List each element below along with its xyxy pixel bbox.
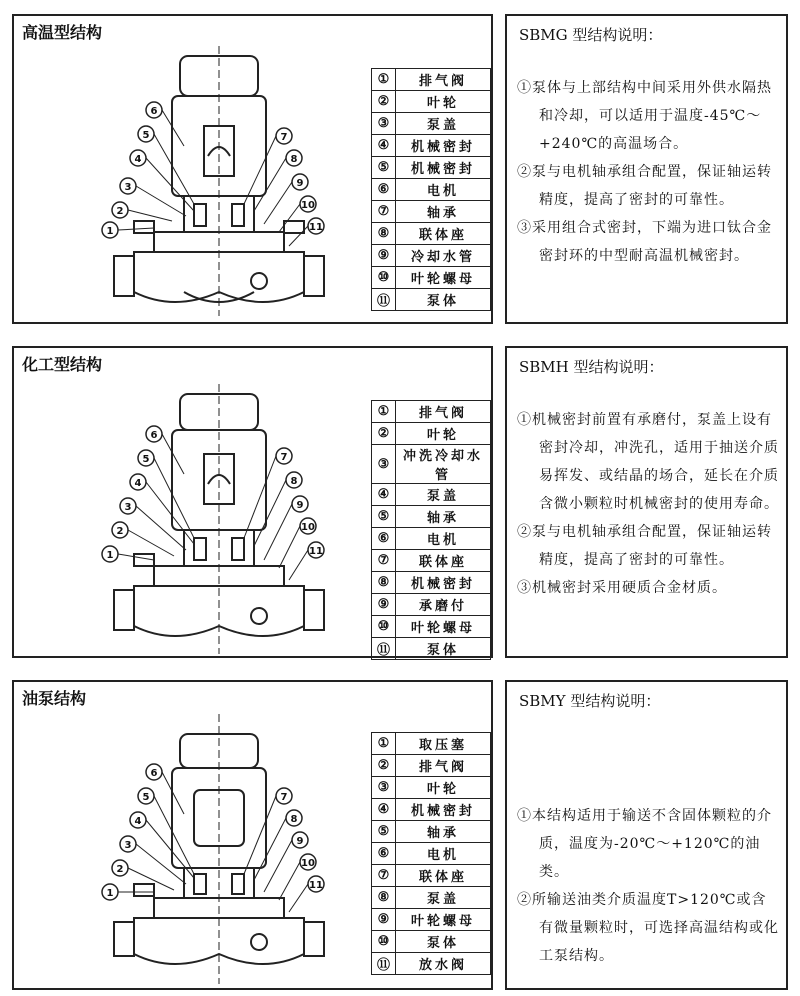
parts-body — [372, 401, 491, 660]
part-row — [372, 733, 491, 755]
callout: 8 — [290, 154, 298, 165]
part-row — [372, 638, 491, 660]
part-number: ⑪ — [372, 638, 396, 660]
part-row — [372, 572, 491, 594]
part-name: 机械密封 — [396, 157, 491, 179]
callout: 10 — [301, 200, 315, 211]
part-row — [372, 223, 491, 245]
callout: 9 — [296, 178, 304, 189]
part-row — [372, 506, 491, 528]
callout: 7 — [280, 452, 288, 463]
part-name: 排气阀 — [396, 69, 491, 91]
part-row — [372, 401, 491, 423]
part-number: ⑩ — [372, 267, 396, 289]
callout: 4 — [134, 478, 142, 489]
part-number: ⑦ — [372, 550, 396, 572]
callout: 10 — [301, 522, 315, 533]
callout-labels — [94, 46, 374, 316]
part-name: 泵体 — [396, 638, 491, 660]
part-name: 叶轮螺母 — [396, 909, 491, 931]
part-number: ⑤ — [372, 821, 396, 843]
part-number: ⑥ — [372, 528, 396, 550]
callout: 5 — [142, 792, 150, 803]
desc-item: ②泵与电机轴承组合配置，保证轴运转精度，提高了密封的可靠性。 — [517, 164, 772, 208]
part-name: 电机 — [396, 528, 491, 550]
desc-high-temp — [505, 14, 788, 324]
callout: 8 — [290, 814, 298, 825]
part-number: ⑤ — [372, 157, 396, 179]
part-number: ④ — [372, 799, 396, 821]
part-number: ⑥ — [372, 843, 396, 865]
callout: 5 — [142, 454, 150, 465]
callout: 11 — [309, 546, 323, 557]
part-row — [372, 594, 491, 616]
callout: 10 — [301, 858, 315, 869]
parts-table — [371, 400, 491, 660]
callout: 3 — [124, 840, 132, 851]
part-number: ① — [372, 69, 396, 91]
parts-body — [372, 733, 491, 975]
part-number: ⑨ — [372, 245, 396, 267]
part-number: ③ — [372, 445, 396, 484]
part-row — [372, 157, 491, 179]
desc-title: SBMY 型结构说明： — [519, 692, 661, 710]
part-number: ⑤ — [372, 506, 396, 528]
desc-list — [517, 406, 779, 602]
section-oil — [12, 680, 493, 990]
part-name: 泵体 — [396, 931, 491, 953]
part-name: 电机 — [396, 179, 491, 201]
desc-item: ①机械密封前置有承磨付，泵盖上设有密封冷却，冲洗孔，适用于抽送介质易挥发、或结晶的场合，延长在介质含微小颗粒时机械密封的使用寿命。 — [517, 412, 779, 512]
part-number: ⑩ — [372, 931, 396, 953]
part-row — [372, 909, 491, 931]
part-row — [372, 865, 491, 887]
callout: 5 — [142, 130, 150, 141]
part-row — [372, 550, 491, 572]
section-title: 高温型结构 — [22, 23, 103, 42]
part-name: 放水阀 — [396, 953, 491, 975]
callout: 2 — [116, 206, 124, 217]
part-name: 取压塞 — [396, 733, 491, 755]
desc-item: ①本结构适用于输送不含固体颗粒的介质，温度为-20℃～+120℃的油类。 — [517, 808, 772, 880]
desc-item: ②所输送油类介质温度T>120℃或含有微量颗粒时，可选择高温结构或化工泵结构。 — [517, 892, 779, 964]
part-number: ② — [372, 91, 396, 113]
section-title: 化工型结构 — [22, 355, 103, 374]
desc-title: SBMH 型结构说明： — [519, 358, 664, 376]
part-row — [372, 267, 491, 289]
part-name: 联体座 — [396, 865, 491, 887]
parts-table — [371, 732, 491, 975]
callout: 2 — [116, 526, 124, 537]
part-name: 排气阀 — [396, 401, 491, 423]
callout: 11 — [309, 222, 323, 233]
part-row — [372, 69, 491, 91]
part-number: ⑦ — [372, 865, 396, 887]
desc-list — [517, 802, 779, 970]
callout: 1 — [106, 550, 114, 561]
callout: 1 — [106, 226, 114, 237]
callout: 2 — [116, 864, 124, 875]
desc-item: ③机械密封采用硬质合金材质。 — [517, 580, 727, 596]
part-name: 叶轮螺母 — [396, 267, 491, 289]
part-number: ④ — [372, 484, 396, 506]
callout: 1 — [106, 888, 114, 899]
callout: 6 — [150, 768, 158, 779]
part-name: 联体座 — [396, 550, 491, 572]
part-name: 机械密封 — [396, 135, 491, 157]
callout-labels — [94, 384, 374, 654]
callout: 7 — [280, 792, 288, 803]
callout-labels — [94, 714, 374, 984]
part-row — [372, 135, 491, 157]
part-row — [372, 953, 491, 975]
part-name: 电机 — [396, 843, 491, 865]
part-number: ② — [372, 755, 396, 777]
part-row — [372, 777, 491, 799]
part-name: 机械密封 — [396, 799, 491, 821]
part-number: ⑧ — [372, 887, 396, 909]
callout: 6 — [150, 106, 158, 117]
part-number: ⑧ — [372, 572, 396, 594]
desc-oil — [505, 680, 788, 990]
part-name: 轴承 — [396, 821, 491, 843]
part-number: ⑪ — [372, 289, 396, 311]
part-row — [372, 245, 491, 267]
callout: 3 — [124, 502, 132, 513]
part-row — [372, 821, 491, 843]
part-name: 机械密封 — [396, 572, 491, 594]
part-row — [372, 931, 491, 953]
part-name: 冷却水管 — [396, 245, 491, 267]
callout: 4 — [134, 816, 142, 827]
part-number: ⑪ — [372, 953, 396, 975]
callout: 6 — [150, 430, 158, 441]
part-row — [372, 423, 491, 445]
part-name: 联体座 — [396, 223, 491, 245]
desc-list — [517, 74, 779, 270]
part-name: 泵体 — [396, 289, 491, 311]
desc-item: ①泵体与上部结构中间采用外供水隔热和冷却，可以适用于温度-45℃～+240℃的高温场合。 — [517, 80, 772, 152]
part-number: ② — [372, 423, 396, 445]
part-number: ① — [372, 733, 396, 755]
desc-chemical — [505, 346, 788, 658]
callout: 11 — [309, 880, 323, 891]
part-name: 泵盖 — [396, 113, 491, 135]
part-number: ⑨ — [372, 909, 396, 931]
desc-item: ②泵与电机轴承组合配置，保证轴运转精度，提高了密封的可靠性。 — [517, 524, 772, 568]
part-row — [372, 179, 491, 201]
part-number: ① — [372, 401, 396, 423]
parts-body — [372, 69, 491, 311]
part-name: 承磨付 — [396, 594, 491, 616]
desc-title: SBMG 型结构说明： — [519, 26, 663, 44]
part-number: ③ — [372, 777, 396, 799]
section-title: 油泵结构 — [22, 689, 87, 708]
callout: 8 — [290, 476, 298, 487]
callout: 7 — [280, 132, 288, 143]
part-name: 泵盖 — [396, 484, 491, 506]
part-number: ④ — [372, 135, 396, 157]
part-number: ⑥ — [372, 179, 396, 201]
part-row — [372, 616, 491, 638]
part-name: 轴承 — [396, 201, 491, 223]
part-row — [372, 843, 491, 865]
desc-item: ③采用组合式密封，下端为进口钛合金密封环的中型耐高温机械密封。 — [517, 220, 772, 264]
part-row — [372, 484, 491, 506]
part-number: ③ — [372, 113, 396, 135]
part-row — [372, 887, 491, 909]
callout: 9 — [296, 500, 304, 511]
part-name: 叶轮 — [396, 91, 491, 113]
part-name: 叶轮 — [396, 423, 491, 445]
part-row — [372, 528, 491, 550]
part-name: 冲洗冷却水管 — [396, 445, 491, 484]
part-row — [372, 755, 491, 777]
parts-table — [371, 68, 491, 311]
section-high-temp — [12, 14, 493, 324]
part-number: ⑨ — [372, 594, 396, 616]
callout: 9 — [296, 836, 304, 847]
part-name: 轴承 — [396, 506, 491, 528]
part-name: 泵盖 — [396, 887, 491, 909]
part-name: 叶轮螺母 — [396, 616, 491, 638]
part-row — [372, 91, 491, 113]
callout: 4 — [134, 154, 142, 165]
part-number: ⑩ — [372, 616, 396, 638]
part-number: ⑧ — [372, 223, 396, 245]
part-row — [372, 113, 491, 135]
part-number: ⑦ — [372, 201, 396, 223]
part-row — [372, 445, 491, 484]
part-row — [372, 799, 491, 821]
part-name: 排气阀 — [396, 755, 491, 777]
part-row — [372, 289, 491, 311]
section-chemical — [12, 346, 493, 658]
part-name: 叶轮 — [396, 777, 491, 799]
callout: 3 — [124, 182, 132, 193]
part-row — [372, 201, 491, 223]
